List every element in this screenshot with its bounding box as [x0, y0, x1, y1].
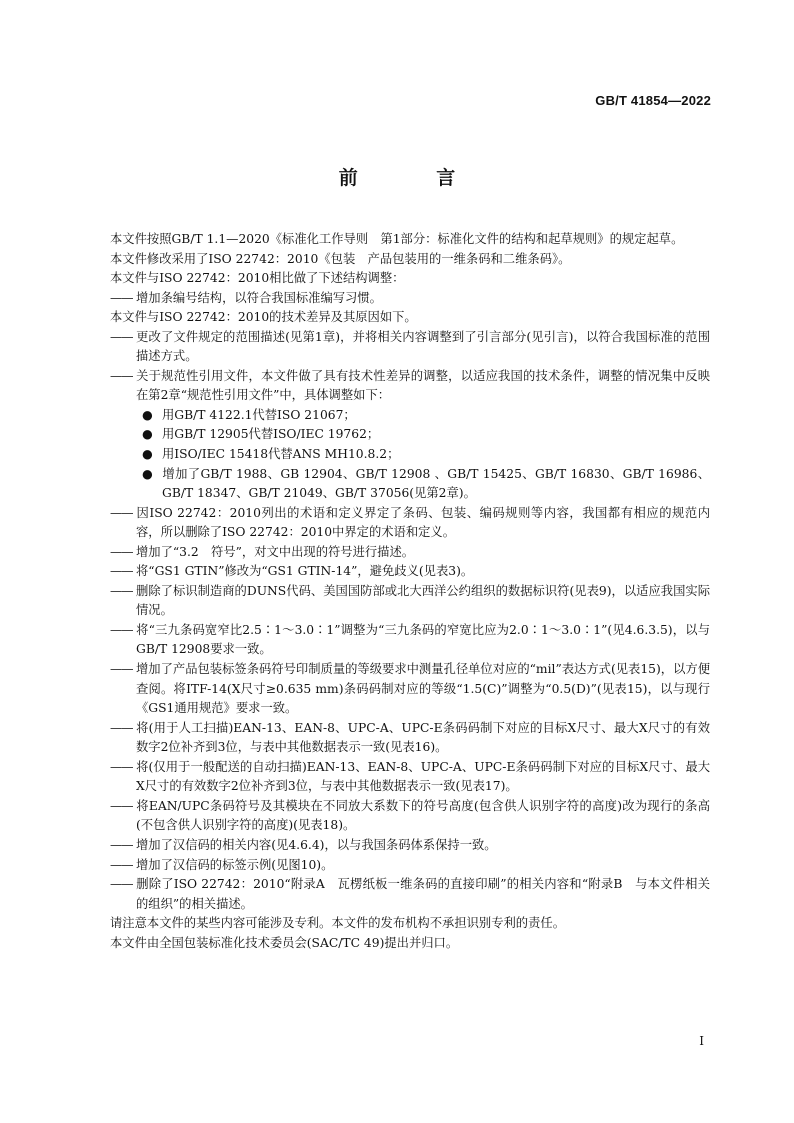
list-item-text: 将(仅用于一般配送的自动扫描)EAN-13、EAN-8、UPC-A、UPC-E条码码制下对应的目标X尺寸、最大X尺寸的有效数字2位补齐到3位，与表中其他数据表示一致(见表17)。 [136, 759, 710, 794]
dash-marker: —— [110, 368, 133, 383]
list-item-text: 用ISO/IEC 15418代替ANS MH10.8.2； [162, 447, 400, 462]
dash-list-item [84, 367, 710, 406]
list-item-text: 增加了汉信码的标签示例(见图10)。 [136, 857, 334, 872]
bullet-marker: ● [142, 466, 153, 481]
paragraph: 本文件按照GB/T 1.1—2020《标准化工作导则 第1部分：标准化文件的结构和起草规则》的规定起草。 [110, 232, 684, 246]
dash-list-item [84, 836, 710, 856]
list-item-text: 关于规范性引用文件，本文件做了具有技术性差异的调整，以适应我国的技术条件，调整的情况集中反映在第2章“规范性引用文件”中，具体调整如下： [136, 368, 710, 403]
paragraph: 本文件由全国包装标准化技术委员会(SAC/TC 49)提出并归口。 [110, 935, 459, 950]
list-item-text: 用GB/T 4122.1代替ISO 21067； [162, 407, 356, 422]
list-item-text: 增加了汉信码的相关内容(见4.6.4)，以与我国条码体系保持一致。 [136, 837, 497, 852]
dash-marker: —— [110, 329, 133, 344]
list-item-text: 用GB/T 12905代替ISO/IEC 19762； [162, 427, 380, 442]
dash-marker: —— [110, 544, 133, 559]
dash-list-item [84, 660, 710, 719]
dash-list-item [84, 543, 710, 563]
dash-list-item [84, 621, 710, 660]
list-item-text: 更改了文件规定的范围描述(见第1章)，并将相关内容调整到了引言部分(见引言)，以符合我国标准的范围描述方式。 [136, 329, 710, 364]
preface-body [84, 230, 710, 953]
list-item-text: 删除了标识制造商的DUNS代码、美国国防部或北大西洋公约组织的数据标识符(见表9)，以适应我国实际情况。 [136, 583, 710, 618]
list-item-text: 因ISO 22742：2010列出的术语和定义界定了条码、包装、编码规则等内容，我国都有相应的规范内容，所以删除了ISO 22742：2010中界定的术语和定义。 [136, 505, 710, 540]
dash-list-item [84, 758, 710, 797]
dash-marker: —— [110, 857, 133, 872]
dash-list-item [84, 875, 710, 914]
list-item-text: 将“三九条码宽窄比2.5∶1～3.0∶1”调整为“三九条码的窄宽比应为2.0∶1～3.0∶1”(见4.6.3.5)，以与GB/T 12908要求一致。 [136, 622, 710, 657]
list-item-text: 删除了ISO 22742：2010“附录A 瓦楞纸板一维条码的直接印刷”的相关内容和“附录B 与本文件相关的组织”的相关描述。 [136, 877, 710, 911]
dash-marker: —— [110, 290, 133, 305]
dash-marker: —— [110, 720, 133, 735]
dash-marker: —— [110, 622, 133, 637]
list-item-text: 将EAN/UPC条码符号及其模块在不同放大系数下的符号高度(包含供人识别字符的高度)改为现行的条高(不包含供人识别字符的高度)(见表18)。 [136, 798, 710, 833]
dash-marker: —— [110, 505, 133, 520]
bullet-list-item [84, 425, 710, 445]
dash-list-item [84, 562, 710, 582]
list-item-text: 增加了“3.2 符号”，对文中出现的符号进行描述。 [136, 544, 415, 559]
dash-list-item [84, 289, 710, 309]
list-item-text: 将“GS1 GTIN”修改为“GS1 GTIN-14”，避免歧义(见表3)。 [136, 564, 474, 579]
list-item-text: 将(用于人工扫描)EAN-13、EAN-8、UPC-A、UPC-E条码码制下对应的目标X尺寸、最大X尺寸的有效数字2位补齐到3位，与表中其他数据表示一致(见表16)。 [136, 720, 710, 755]
bullet-list-item [84, 445, 710, 465]
dash-marker: —— [110, 798, 133, 813]
dash-list-item [84, 328, 710, 367]
list-item-text: 增加条编号结构，以符合我国标准编写习惯。 [136, 290, 382, 305]
dash-marker: —— [110, 662, 133, 677]
bullet-marker: ● [142, 407, 153, 422]
paragraph: 本文件与ISO 22742：2010相比做了下述结构调整： [110, 271, 405, 286]
dash-list-item [84, 504, 710, 543]
dash-list-item [84, 797, 710, 836]
page-title: 前 言 [338, 167, 492, 189]
dash-list-item [84, 582, 710, 621]
dash-list-item [84, 856, 710, 876]
bullet-marker: ● [142, 447, 153, 462]
page-number: I [699, 1034, 704, 1048]
list-item-text: 增加了GB/T 1988、GB 12904、GB/T 12908 、GB/T 15425、GB/T 16830、GB/T 16986、GB/T 18347、GB/T 21049、GB/T 37056(见第2章)。 [162, 466, 710, 501]
paragraph: 本文件与ISO 22742：2010的技术差异及其原因如下。 [110, 310, 417, 325]
dash-marker: —— [110, 837, 133, 852]
dash-marker: —— [110, 583, 133, 598]
dash-marker: —— [110, 877, 133, 892]
bullet-list-item [84, 406, 710, 426]
dash-list-item [84, 719, 710, 758]
paragraph: 请注意本文件的某些内容可能涉及专利。本文件的发布机构不承担识别专利的责任。 [110, 916, 565, 931]
dash-marker: —— [110, 759, 133, 774]
bullet-list-item [84, 465, 710, 504]
paragraph: 本文件修改采用了ISO 22742：2010《包装 产品包装用的一维条码和二维条码》。 [110, 251, 571, 266]
list-item-text: 增加了产品包装标签条码符号印制质量的等级要求中测量孔径单位对应的“mil”表达方式(见表15)，以方便查阅。将ITF-14(X尺寸≥0.635 mm)条码码制对应的等级“1.5(C)”调整为“0.5(D)”(见表15)，以与现行《GS1通用规范》要求一致。 [136, 662, 710, 716]
bullet-marker: ● [142, 427, 153, 442]
dash-marker: —— [110, 564, 133, 579]
standard-number: GB/T 41854—2022 [595, 93, 711, 108]
